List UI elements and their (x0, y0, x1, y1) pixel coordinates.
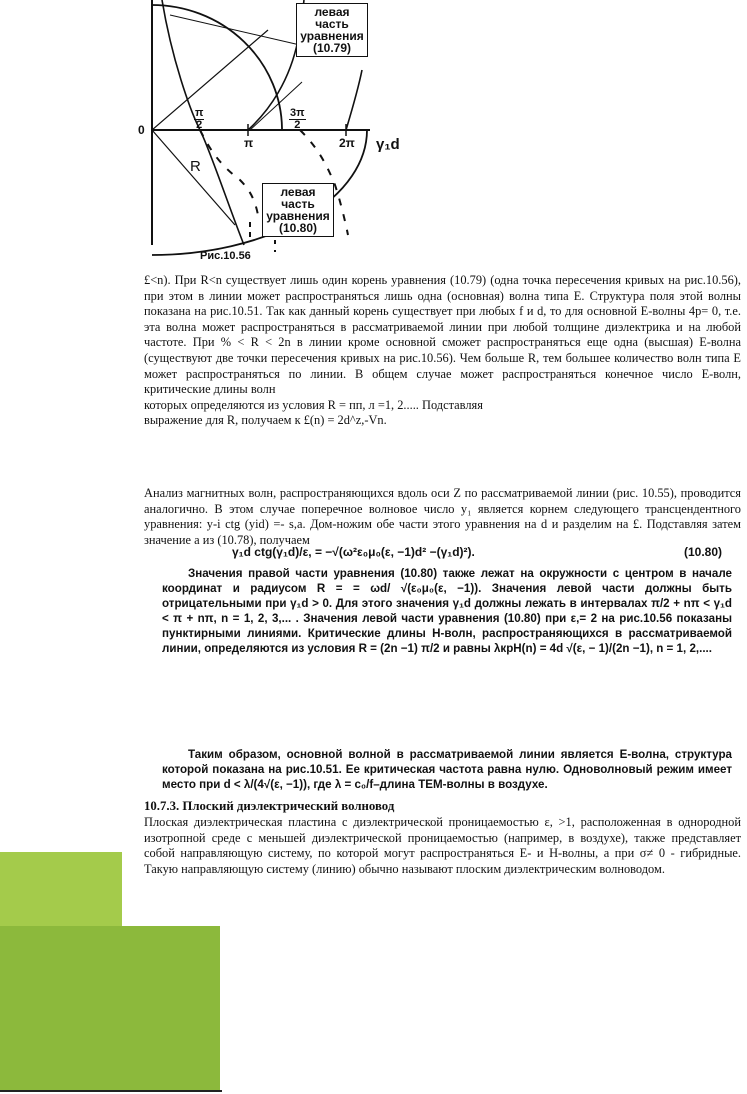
equation-10-80: γ₁d ctg(γ₁d)/ε, = −√(ω²ε₀μ₀(ε, −1)d² −(γ₁d)²). (10.80) (232, 545, 722, 559)
figure-10-56 (140, 0, 470, 268)
paragraph-sans-1: Значения правой части уравнения (10.80) также лежат на окружности с центром в начале координат и радиусом R = = ωd/ √(ε₀μ₀(ε, −1)). Значения левой части должны быть отрицательными при γ₁d > 0. Для этого значения γ₁d должны лежать в интервалах π/2 + nπ < γ₁d < π + nπ, n = 1, 2, 3,... . Значения левой части уравнения (10.80) при ε,= 2 на рис.10.56 показаны пунктирными линиями. Критические длины H-волн, распространяющихся в рассматриваемой линии, определяются из условия R = (2n −1) π/2 и равны λкрH(n) = 4d √(ε, − 1)/(2n −1), n = 1, 2,.... (162, 567, 732, 655)
paragraph-3: Плоская диэлектрическая пластина с диэлектрической проницаемостью ε, >1, расположенная в однородной изотропной среде с меньшей диэлектрической проницаемостью (например, в воздухе), также представляет собой направляющую систему, по которой могут распространяться Е- и Н-волны, а при σ≠ 0 - гибридные. Такую направляющую систему (линию) обычно называют плоским диэлектрическим волноводом. (144, 815, 741, 876)
section-heading: 10.7.3. Плоский диэлектрический волновод (144, 799, 395, 813)
tick-3pi-over-2: $\frac{3\pi}{2}$ (290, 107, 305, 131)
paragraph-sans-2: Таким образом, основной волной в рассматриваемой линии является E-волна, структура которой показана на рис.10.51. Ее критическая частота равна нулю. Одноволновый режим имеет место при d < λ/(4√(ε, −1)), где λ = c₀/f–длина TEM-волны в воздухе. (162, 748, 732, 791)
paragraph-2: Анализ магнитных волн, распространяющихся вдоль оси Z по рассматриваемой линии (рис. 10.55), проводится аналогично. В этом случае поперечное волновое число y₁ является корнем следующего трансцендентного уравнения: y-i ctg (yid) =- s,a. Дом-ножим обе части этого уравнения на d и разделим на £. Подставляя затем значение а из (10.78), получаем (144, 486, 741, 547)
label-left-part-10-80: левая часть уравнения (10.80) (262, 183, 334, 237)
tick-pi-over-2: $\frac{\pi}{2}$ (195, 107, 204, 131)
label-left-part-10-79: левая часть уравнения (10.79) (296, 3, 368, 57)
decor-bottom-line (0, 1090, 222, 1092)
axis-x-label: γ₁d (376, 136, 400, 153)
axis-pi: π (244, 136, 254, 150)
paragraph-1: £<n). При R<n существует лишь один корень уравнения (10.79) (одна точка пересечения кривых на рис.10.56), при этом в линии может распространяться лишь одна (основная) волна типа Е. Структура поля этой волны показана на рис.10.51. Так как данный корень существует при любых f и d, то для основной Е-волны 4р= 0, т.е. эта волна может распространяться в рассматриваемой линии при любой толщине диэлектрика и на любой частоте. При % < R < 2n в линии кроме основной сможет распространяться еще одна (высшая) Е-волна (существуют две точки пересечения кривых на рис.10.56). Чем больше R, тем большее количество волн типа Е может распространяться по линии. В общем случае может распространяться конечное число Е-волн, критические длины волн которых определяются из условия R = пп, л =1, 2..... Подставляя выражение для R, получаем к £(n) = 2d^z,-Vn. (144, 273, 741, 428)
axis-2pi: 2π (339, 136, 355, 150)
decor-green-block (0, 926, 220, 1091)
figure-caption: Рис.10.56 (200, 250, 251, 262)
label-r: R (190, 158, 201, 175)
axis-zero: 0 (138, 123, 145, 137)
decor-green-top (0, 852, 122, 927)
